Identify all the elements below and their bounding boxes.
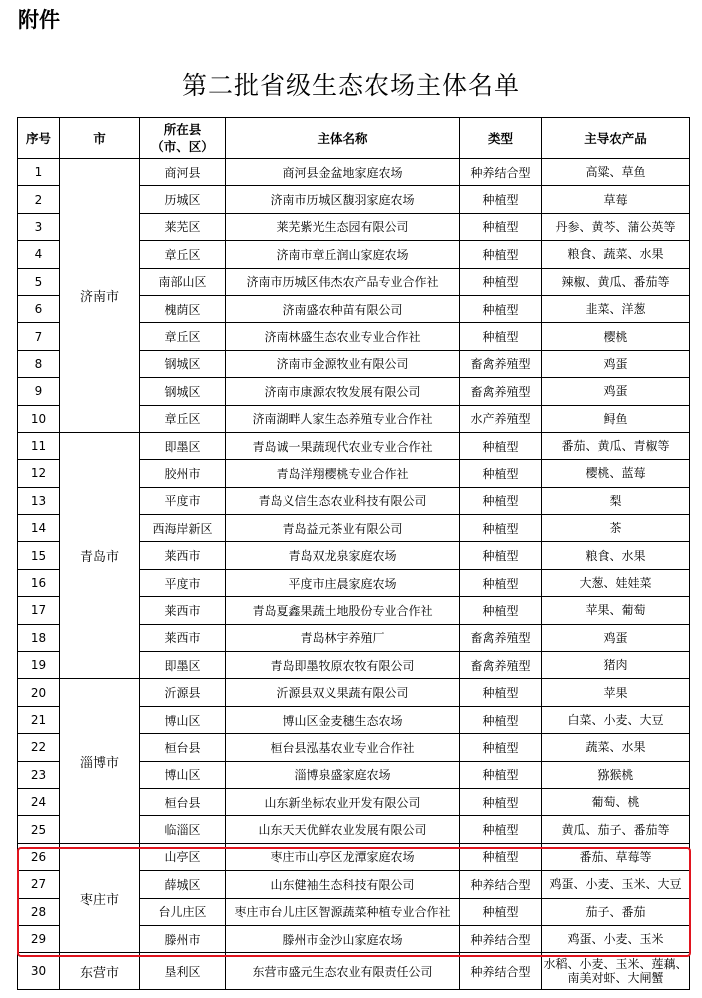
cell-seq: 4 [18, 241, 60, 268]
cell-product: 鸡蛋、小麦、玉米、大豆 [542, 871, 690, 898]
cell-product: 鲟鱼 [542, 405, 690, 432]
cell-seq: 29 [18, 925, 60, 952]
cell-county: 台儿庄区 [140, 898, 226, 925]
cell-county: 滕州市 [140, 925, 226, 952]
cell-product: 葡萄、桃 [542, 788, 690, 815]
cell-seq: 17 [18, 597, 60, 624]
cell-entity: 青岛洋翔樱桃专业合作社 [226, 460, 460, 487]
cell-entity: 商河县金盆地家庭农场 [226, 159, 460, 186]
header-city: 市 [60, 118, 140, 159]
header-county: 所在县 （市、区） [140, 118, 226, 159]
cell-product: 白菜、小麦、大豆 [542, 706, 690, 733]
cell-product: 辣椒、黄瓜、番茄等 [542, 268, 690, 295]
table-row [18, 159, 690, 186]
cell-county: 莱西市 [140, 597, 226, 624]
cell-type: 种植型 [460, 515, 542, 542]
cell-product: 樱桃、蓝莓 [542, 460, 690, 487]
cell-entity: 济南盛农种苗有限公司 [226, 295, 460, 322]
cell-type: 种养结合型 [460, 159, 542, 186]
cell-county: 桓台县 [140, 734, 226, 761]
cell-type: 种植型 [460, 788, 542, 815]
cell-entity: 枣庄市台儿庄区智源蔬菜种植专业合作社 [226, 898, 460, 925]
cell-seq: 25 [18, 816, 60, 843]
cell-seq: 6 [18, 295, 60, 322]
cell-type: 种植型 [460, 432, 542, 459]
cell-product: 鸡蛋 [542, 350, 690, 377]
table-header-row [18, 118, 690, 159]
cell-entity: 青岛即墨牧原农牧有限公司 [226, 652, 460, 679]
cell-entity: 淄博泉盛家庭农场 [226, 761, 460, 788]
cell-entity: 沂源县双义果蔬有限公司 [226, 679, 460, 706]
cell-seq: 7 [18, 323, 60, 350]
cell-type: 畜禽养殖型 [460, 624, 542, 651]
cell-county: 商河县 [140, 159, 226, 186]
cell-county: 历城区 [140, 186, 226, 213]
cell-seq: 21 [18, 706, 60, 733]
cell-type: 种养结合型 [460, 871, 542, 898]
cell-city: 济南市 [60, 159, 140, 433]
cell-seq: 8 [18, 350, 60, 377]
cell-product: 梨 [542, 487, 690, 514]
cell-product: 粮食、水果 [542, 542, 690, 569]
document-title: 第二批省级生态农场主体名单 [181, 71, 520, 100]
cell-type: 种植型 [460, 706, 542, 733]
cell-county: 莱西市 [140, 624, 226, 651]
cell-product: 樱桃 [542, 323, 690, 350]
cell-entity: 青岛诚一果蔬现代农业专业合作社 [226, 432, 460, 459]
cell-entity: 枣庄市山亭区龙潭家庭农场 [226, 843, 460, 870]
table-row [18, 432, 690, 459]
cell-seq: 24 [18, 788, 60, 815]
cell-seq: 2 [18, 186, 60, 213]
cell-type: 畜禽养殖型 [460, 378, 542, 405]
cell-seq: 30 [18, 953, 60, 990]
table-row [18, 679, 690, 706]
cell-product: 水稻、小麦、玉米、莲藕、南美对虾、大闸蟹 [542, 953, 690, 990]
cell-city: 青岛市 [60, 432, 140, 679]
cell-product: 茶 [542, 515, 690, 542]
cell-seq: 28 [18, 898, 60, 925]
table-row [18, 953, 690, 990]
cell-county: 即墨区 [140, 652, 226, 679]
cell-entity: 山东新坐标农业开发有限公司 [226, 788, 460, 815]
cell-county: 博山区 [140, 761, 226, 788]
header-product: 主导农产品 [542, 118, 690, 159]
cell-entity: 青岛义信生态农业科技有限公司 [226, 487, 460, 514]
header-type: 类型 [460, 118, 542, 159]
cell-county: 南部山区 [140, 268, 226, 295]
cell-entity: 东营市盛元生态农业有限责任公司 [226, 953, 460, 990]
cell-seq: 13 [18, 487, 60, 514]
cell-seq: 11 [18, 432, 60, 459]
cell-seq: 22 [18, 734, 60, 761]
cell-entity: 青岛夏鑫果蔬土地股份专业合作社 [226, 597, 460, 624]
cell-seq: 12 [18, 460, 60, 487]
cell-county: 章丘区 [140, 405, 226, 432]
cell-type: 种植型 [460, 460, 542, 487]
cell-product: 鸡蛋 [542, 624, 690, 651]
cell-county: 沂源县 [140, 679, 226, 706]
cell-entity: 平度市庄晨家庭农场 [226, 569, 460, 596]
cell-seq: 18 [18, 624, 60, 651]
cell-product: 茄子、番茄 [542, 898, 690, 925]
cell-seq: 23 [18, 761, 60, 788]
cell-entity: 济南市历城区馥羽家庭农场 [226, 186, 460, 213]
cell-entity: 济南林盛生态农业专业合作社 [226, 323, 460, 350]
attachment-label: 附件 [18, 8, 60, 32]
cell-type: 种植型 [460, 213, 542, 240]
cell-seq: 1 [18, 159, 60, 186]
cell-entity: 滕州市金沙山家庭农场 [226, 925, 460, 952]
cell-seq: 14 [18, 515, 60, 542]
farm-list-table [17, 117, 690, 990]
cell-entity: 山东健袖生态科技有限公司 [226, 871, 460, 898]
cell-type: 种植型 [460, 268, 542, 295]
cell-county: 临淄区 [140, 816, 226, 843]
cell-type: 种植型 [460, 241, 542, 268]
cell-entity: 青岛双龙泉家庭农场 [226, 542, 460, 569]
cell-product: 蔬菜、水果 [542, 734, 690, 761]
cell-entity: 青岛益元茶业有限公司 [226, 515, 460, 542]
cell-county: 莱西市 [140, 542, 226, 569]
cell-county: 薛城区 [140, 871, 226, 898]
cell-entity: 济南市历城区伟杰农产品专业合作社 [226, 268, 460, 295]
cell-type: 种植型 [460, 487, 542, 514]
cell-county: 钢城区 [140, 378, 226, 405]
cell-city: 淄博市 [60, 679, 140, 843]
cell-product: 鸡蛋 [542, 378, 690, 405]
cell-seq: 20 [18, 679, 60, 706]
cell-city: 东营市 [60, 953, 140, 990]
cell-type: 畜禽养殖型 [460, 652, 542, 679]
cell-seq: 26 [18, 843, 60, 870]
cell-product: 高粱、草鱼 [542, 159, 690, 186]
cell-product: 番茄、黄瓜、青椒等 [542, 432, 690, 459]
cell-county: 平度市 [140, 569, 226, 596]
cell-type: 种植型 [460, 569, 542, 596]
cell-city: 枣庄市 [60, 843, 140, 953]
cell-county: 西海岸新区 [140, 515, 226, 542]
cell-county: 章丘区 [140, 323, 226, 350]
cell-type: 种养结合型 [460, 925, 542, 952]
cell-type: 种植型 [460, 295, 542, 322]
cell-type: 种植型 [460, 597, 542, 624]
cell-seq: 27 [18, 871, 60, 898]
cell-product: 大葱、娃娃菜 [542, 569, 690, 596]
cell-seq: 5 [18, 268, 60, 295]
cell-product: 猕猴桃 [542, 761, 690, 788]
cell-type: 种植型 [460, 679, 542, 706]
cell-product: 粮食、蔬菜、水果 [542, 241, 690, 268]
cell-county: 垦利区 [140, 953, 226, 990]
cell-entity: 山东天天优鲜农业发展有限公司 [226, 816, 460, 843]
cell-entity: 莱芜紫光生态园有限公司 [226, 213, 460, 240]
cell-county: 博山区 [140, 706, 226, 733]
cell-type: 种植型 [460, 843, 542, 870]
cell-entity: 济南市康源农牧发展有限公司 [226, 378, 460, 405]
header-seq: 序号 [18, 118, 60, 159]
cell-seq: 15 [18, 542, 60, 569]
cell-county: 槐荫区 [140, 295, 226, 322]
cell-type: 种养结合型 [460, 953, 542, 990]
cell-county: 桓台县 [140, 788, 226, 815]
cell-product: 猪肉 [542, 652, 690, 679]
cell-product: 鸡蛋、小麦、玉米 [542, 925, 690, 952]
cell-type: 种植型 [460, 323, 542, 350]
header-entity: 主体名称 [226, 118, 460, 159]
cell-seq: 16 [18, 569, 60, 596]
cell-type: 种植型 [460, 186, 542, 213]
cell-entity: 青岛林宇养殖厂 [226, 624, 460, 651]
cell-seq: 9 [18, 378, 60, 405]
cell-entity: 济南湖畔人家生态养殖专业合作社 [226, 405, 460, 432]
cell-county: 即墨区 [140, 432, 226, 459]
cell-county: 胶州市 [140, 460, 226, 487]
cell-county: 章丘区 [140, 241, 226, 268]
cell-county: 平度市 [140, 487, 226, 514]
cell-type: 畜禽养殖型 [460, 350, 542, 377]
cell-county: 莱芜区 [140, 213, 226, 240]
table-row [18, 843, 690, 870]
cell-entity: 济南市金源牧业有限公司 [226, 350, 460, 377]
cell-county: 山亭区 [140, 843, 226, 870]
cell-seq: 3 [18, 213, 60, 240]
cell-product: 韭菜、洋葱 [542, 295, 690, 322]
cell-type: 种植型 [460, 816, 542, 843]
cell-product: 草莓 [542, 186, 690, 213]
cell-product: 苹果 [542, 679, 690, 706]
cell-seq: 19 [18, 652, 60, 679]
cell-entity: 桓台县泓基农业专业合作社 [226, 734, 460, 761]
cell-entity: 济南市章丘润山家庭农场 [226, 241, 460, 268]
cell-seq: 10 [18, 405, 60, 432]
cell-entity: 博山区金麦穗生态农场 [226, 706, 460, 733]
cell-type: 种植型 [460, 761, 542, 788]
cell-county: 钢城区 [140, 350, 226, 377]
cell-product: 番茄、草莓等 [542, 843, 690, 870]
cell-type: 种植型 [460, 898, 542, 925]
cell-product: 苹果、葡萄 [542, 597, 690, 624]
cell-type: 水产养殖型 [460, 405, 542, 432]
cell-type: 种植型 [460, 542, 542, 569]
cell-product: 丹参、黄芩、蒲公英等 [542, 213, 690, 240]
cell-type: 种植型 [460, 734, 542, 761]
cell-product: 黄瓜、茄子、番茄等 [542, 816, 690, 843]
